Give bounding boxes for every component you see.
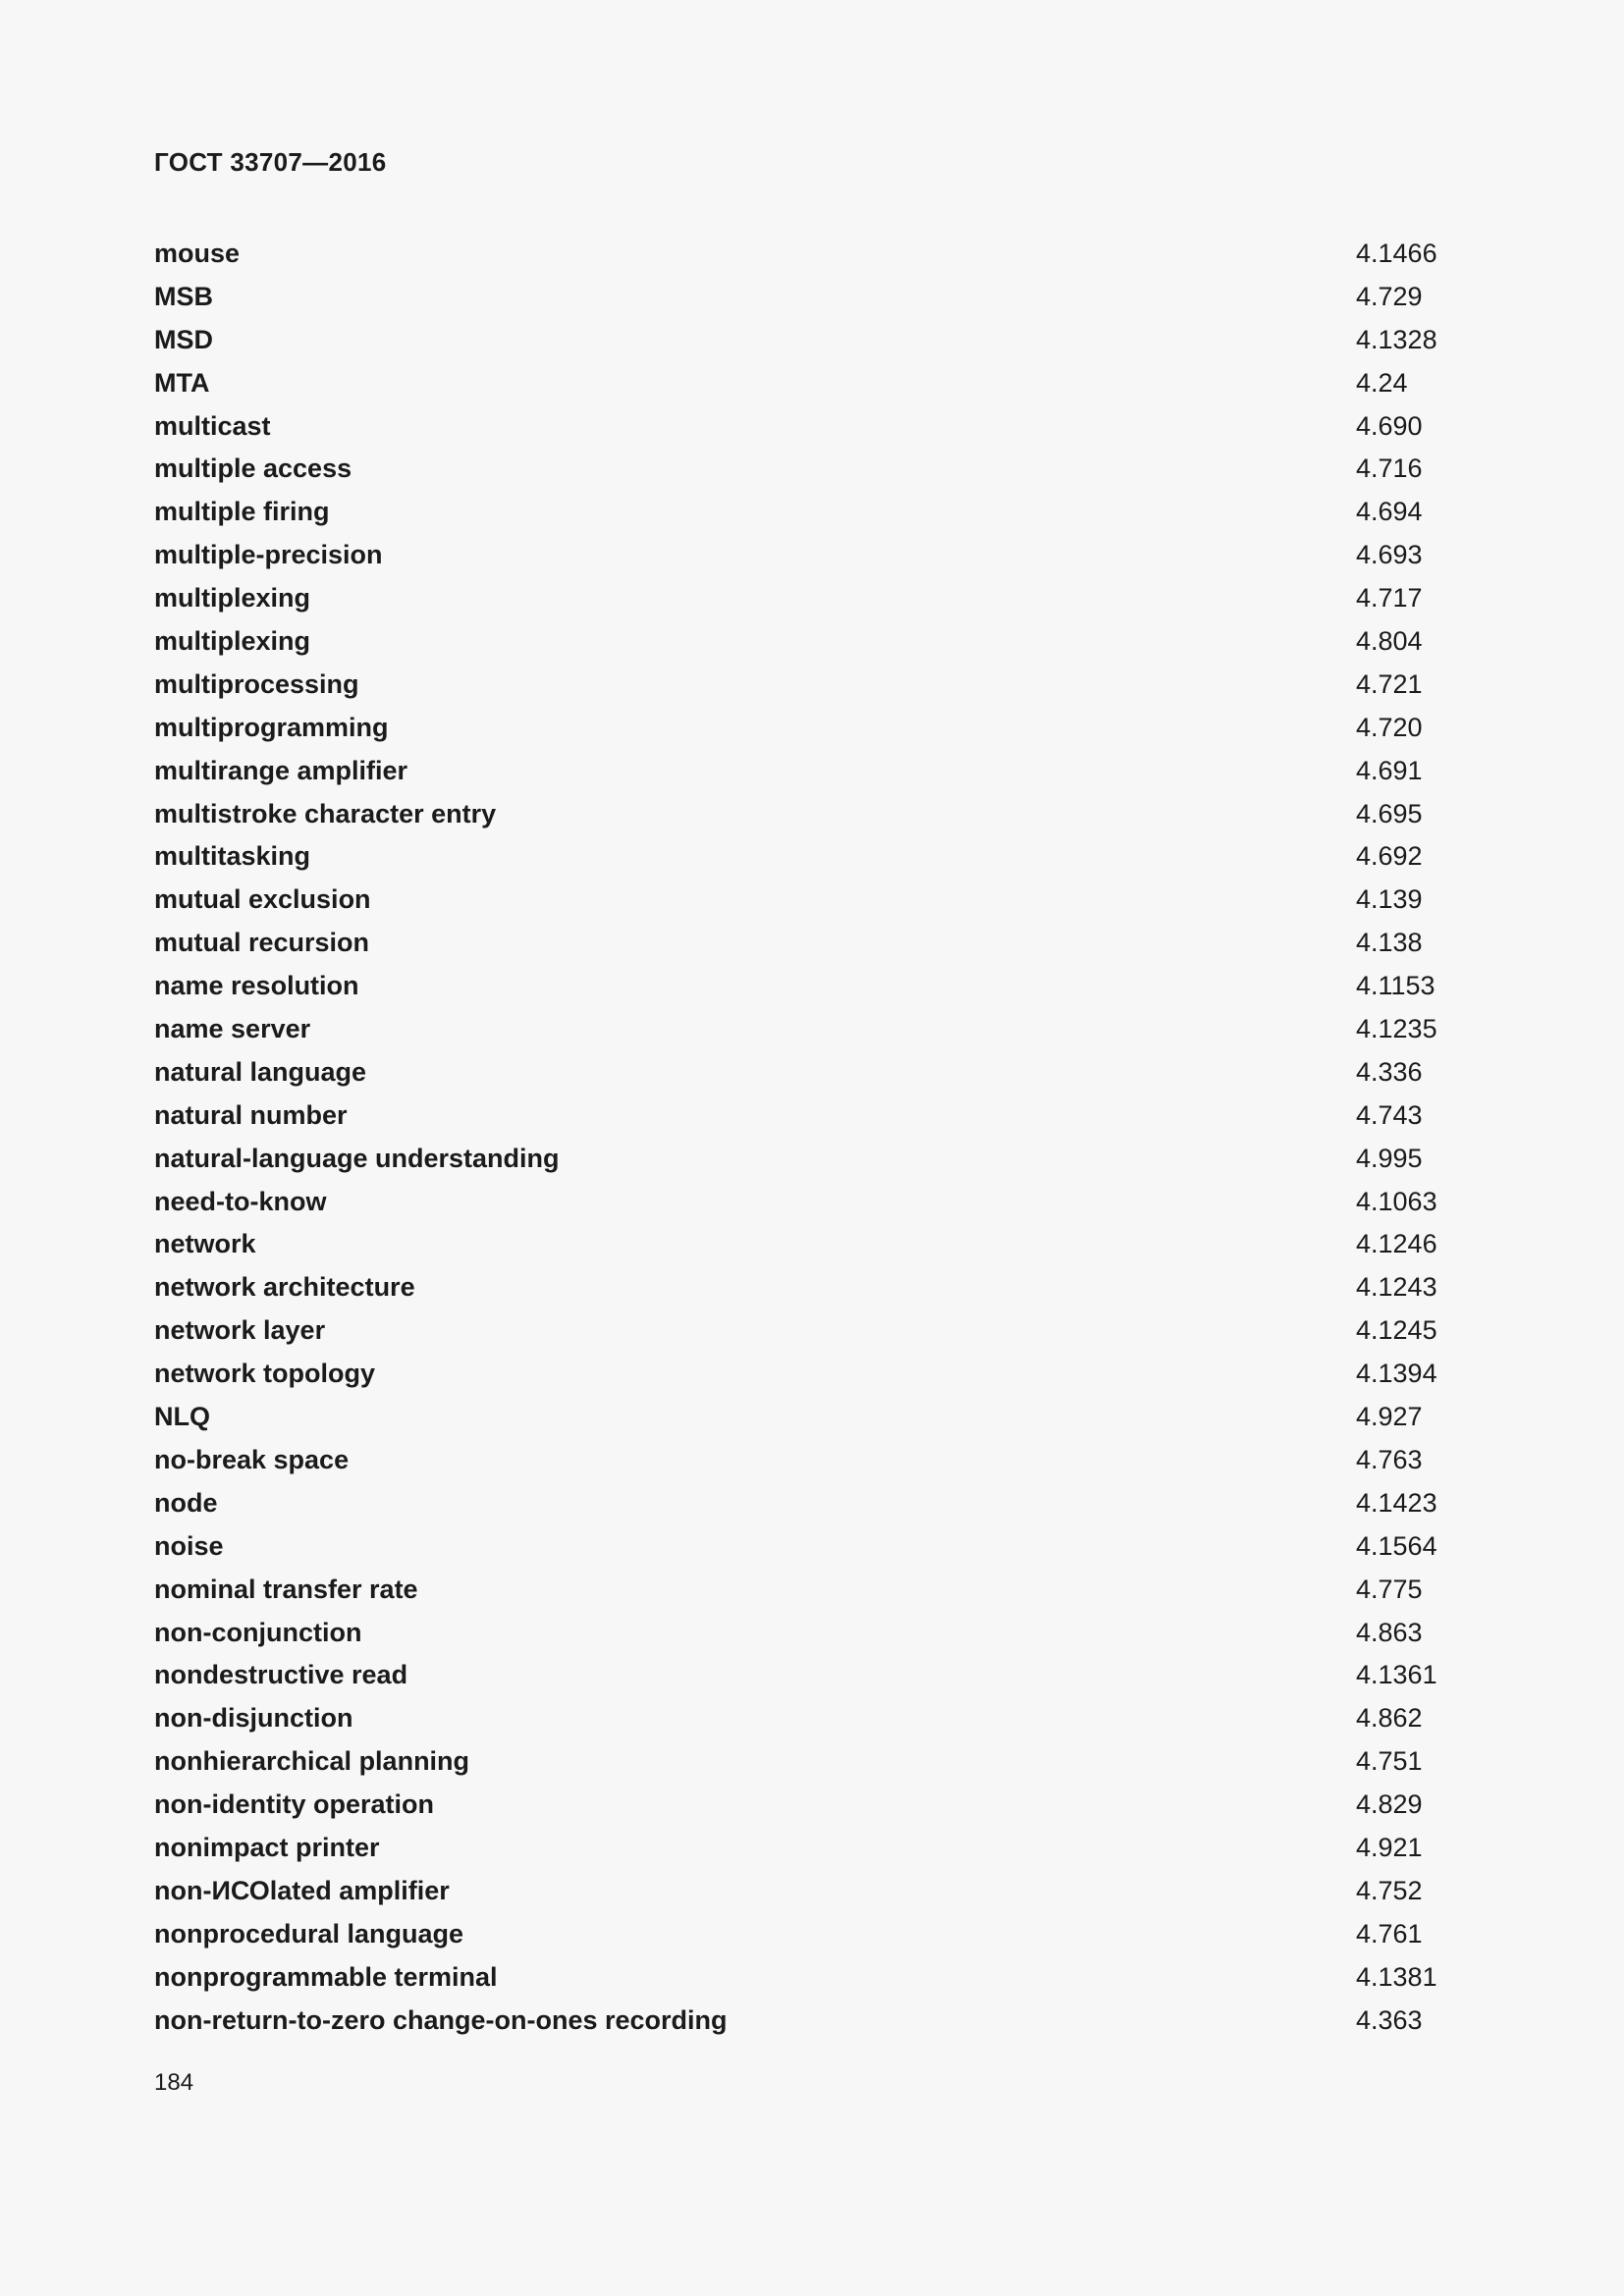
index-entry xyxy=(154,1309,1470,1353)
index-term: network xyxy=(154,1229,256,1259)
index-entry xyxy=(154,707,1470,750)
index-ref-number: 4.829 xyxy=(1356,1789,1423,1820)
index-ref-number: 4.695 xyxy=(1356,798,1423,828)
index-term: nonprogrammable terminal xyxy=(154,1961,498,1992)
index-term: network architecture xyxy=(154,1272,415,1303)
index-term: network layer xyxy=(154,1315,326,1346)
index-term: multiprogramming xyxy=(154,712,389,742)
index-term: natural number xyxy=(154,1099,348,1130)
index-entry xyxy=(154,1223,1470,1266)
index-term: node xyxy=(154,1487,218,1518)
index-ref-number: 4.1245 xyxy=(1356,1315,1437,1346)
index-entry xyxy=(154,1740,1470,1784)
index-entry xyxy=(154,1784,1470,1827)
index-ref-number: 4.1235 xyxy=(1356,1014,1437,1044)
index-term: mutual recursion xyxy=(154,928,370,958)
index-term: non-return-to-zero change-on-ones recording xyxy=(154,2004,728,2035)
index-entry xyxy=(154,276,1470,319)
index-ref-number: 4.717 xyxy=(1356,583,1423,614)
index-entry xyxy=(154,1008,1470,1051)
page-number: 184 xyxy=(154,2069,194,2096)
index-ref-number: 4.1328 xyxy=(1356,324,1437,354)
index-term: MSD xyxy=(154,324,213,354)
index-entry xyxy=(154,1827,1470,1870)
index-term: mutual exclusion xyxy=(154,884,371,915)
index-entry xyxy=(154,922,1470,965)
index-entry xyxy=(154,835,1470,879)
index-entry xyxy=(154,577,1470,620)
index-ref-number: 4.336 xyxy=(1356,1056,1423,1087)
index-entry xyxy=(154,879,1470,922)
index-ref-number: 4.804 xyxy=(1356,626,1423,657)
index-entry xyxy=(154,362,1470,405)
index-entry xyxy=(154,1181,1470,1224)
index-entry xyxy=(154,448,1470,491)
index-ref-number: 4.363 xyxy=(1356,2004,1423,2035)
index-ref-number: 4.1394 xyxy=(1356,1359,1437,1389)
index-entry xyxy=(154,965,1470,1008)
index-term: natural language xyxy=(154,1056,367,1087)
page-header-standard-id: ГОСТ 33707—2016 xyxy=(154,147,387,177)
index-term: multirange amplifier xyxy=(154,755,408,785)
index-term: network topology xyxy=(154,1359,375,1389)
index-ref-number: 4.752 xyxy=(1356,1875,1423,1905)
index-term: noise xyxy=(154,1530,224,1561)
index-term: nominal transfer rate xyxy=(154,1574,418,1604)
index-entry xyxy=(154,405,1470,449)
index-entry xyxy=(154,1353,1470,1396)
index-entry xyxy=(154,1138,1470,1181)
index-entry xyxy=(154,491,1470,534)
index-ref-number: 4.1063 xyxy=(1356,1186,1437,1216)
index-entry xyxy=(154,1654,1470,1697)
index-term: multistroke character entry xyxy=(154,798,497,828)
index-term: name server xyxy=(154,1014,311,1044)
index-ref-number: 4.761 xyxy=(1356,1918,1423,1949)
index-term: multiple-precision xyxy=(154,540,383,570)
index-term: MSB xyxy=(154,281,213,311)
index-ref-number: 4.751 xyxy=(1356,1746,1423,1777)
index-term: natural-language understanding xyxy=(154,1143,560,1173)
index-entry xyxy=(154,1439,1470,1482)
index-ref-number: 4.927 xyxy=(1356,1402,1423,1432)
index-term: nondestructive read xyxy=(154,1660,408,1690)
index-ref-number: 4.1361 xyxy=(1356,1660,1437,1690)
index-entry xyxy=(154,319,1470,362)
index-entry xyxy=(154,1266,1470,1309)
term-index-list xyxy=(154,233,1470,2042)
index-term: non-ИСОlated amplifier xyxy=(154,1875,450,1905)
index-ref-number: 4.921 xyxy=(1356,1832,1423,1862)
index-entry xyxy=(154,620,1470,664)
index-term: need-to-know xyxy=(154,1186,327,1216)
index-term: nonhierarchical planning xyxy=(154,1746,470,1777)
index-term: non-conjunction xyxy=(154,1617,362,1647)
index-term: multiplexing xyxy=(154,626,311,657)
index-term: multitasking xyxy=(154,841,311,872)
index-ref-number: 4.694 xyxy=(1356,497,1423,527)
index-term: non-identity operation xyxy=(154,1789,434,1820)
index-ref-number: 4.743 xyxy=(1356,1099,1423,1130)
index-ref-number: 4.1243 xyxy=(1356,1272,1437,1303)
index-term: no-break space xyxy=(154,1444,350,1474)
index-term: multiple firing xyxy=(154,497,330,527)
index-ref-number: 4.690 xyxy=(1356,410,1423,441)
index-term: multiprocessing xyxy=(154,668,359,699)
index-entry xyxy=(154,664,1470,707)
index-entry xyxy=(154,1396,1470,1439)
index-term: name resolution xyxy=(154,971,359,1001)
index-term: nonprocedural language xyxy=(154,1918,464,1949)
index-term: NLQ xyxy=(154,1402,210,1432)
index-entry xyxy=(154,1525,1470,1569)
index-entry xyxy=(154,534,1470,577)
index-ref-number: 4.729 xyxy=(1356,281,1423,311)
index-entry xyxy=(154,793,1470,836)
index-ref-number: 4.775 xyxy=(1356,1574,1423,1604)
index-ref-number: 4.138 xyxy=(1356,928,1423,958)
index-ref-number: 4.139 xyxy=(1356,884,1423,915)
index-entry xyxy=(154,1870,1470,1913)
index-ref-number: 4.721 xyxy=(1356,668,1423,699)
index-ref-number: 4.1564 xyxy=(1356,1530,1437,1561)
index-entry xyxy=(154,233,1470,276)
index-term: MTA xyxy=(154,367,210,398)
index-ref-number: 4.763 xyxy=(1356,1444,1423,1474)
index-ref-number: 4.863 xyxy=(1356,1617,1423,1647)
index-ref-number: 4.691 xyxy=(1356,755,1423,785)
index-term: multiplexing xyxy=(154,583,311,614)
index-ref-number: 4.692 xyxy=(1356,841,1423,872)
index-ref-number: 4.995 xyxy=(1356,1143,1423,1173)
index-ref-number: 4.1381 xyxy=(1356,1961,1437,1992)
index-entry xyxy=(154,1095,1470,1138)
index-ref-number: 4.1246 xyxy=(1356,1229,1437,1259)
index-entry xyxy=(154,1569,1470,1612)
index-term: multicast xyxy=(154,410,271,441)
index-term: nonimpact printer xyxy=(154,1832,380,1862)
index-entry xyxy=(154,1482,1470,1525)
index-ref-number: 4.24 xyxy=(1356,367,1408,398)
index-entry xyxy=(154,1612,1470,1655)
index-term: mouse xyxy=(154,239,241,268)
index-ref-number: 4.1423 xyxy=(1356,1487,1437,1518)
index-ref-number: 4.720 xyxy=(1356,712,1423,742)
index-ref-number: 4.693 xyxy=(1356,540,1423,570)
index-ref-number: 4.1153 xyxy=(1356,971,1435,1001)
index-term: multiple access xyxy=(154,454,352,484)
index-term: non-disjunction xyxy=(154,1703,353,1734)
index-entry xyxy=(154,1697,1470,1740)
index-entry xyxy=(154,2000,1470,2043)
index-ref-number: 4.862 xyxy=(1356,1703,1423,1734)
index-entry xyxy=(154,1051,1470,1095)
index-entry xyxy=(154,1913,1470,1956)
index-entry xyxy=(154,750,1470,793)
index-ref-number: 4.1466 xyxy=(1356,239,1437,268)
index-entry xyxy=(154,1956,1470,2000)
index-ref-number: 4.716 xyxy=(1356,454,1423,484)
